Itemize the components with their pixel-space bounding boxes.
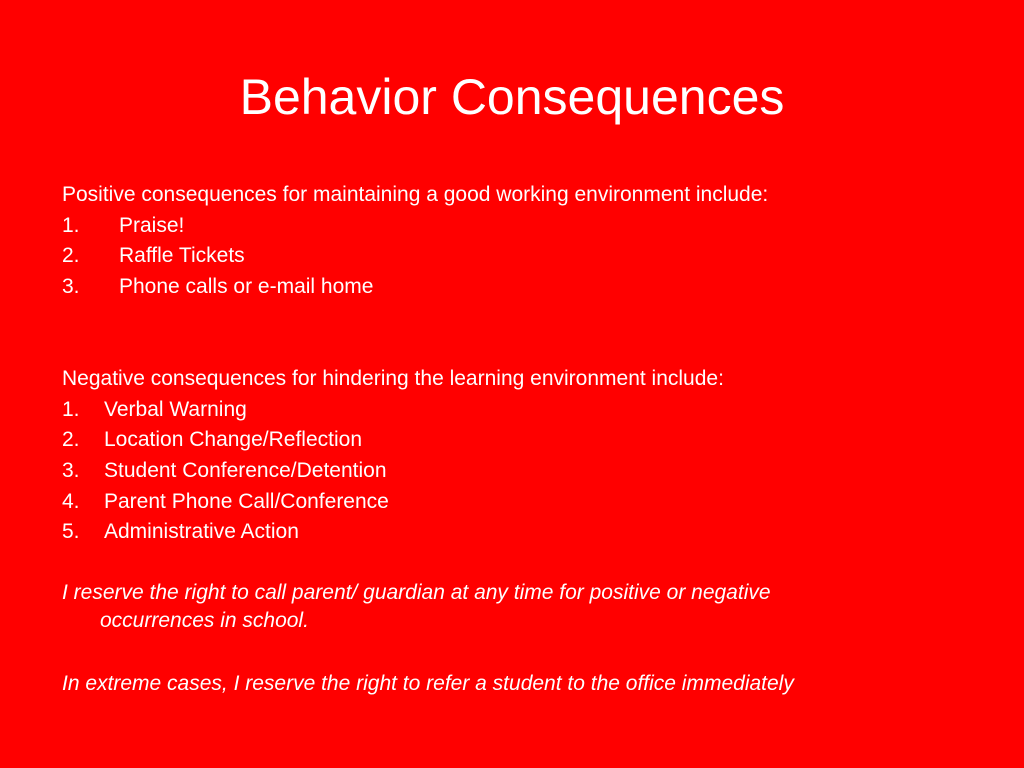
list-item bbox=[62, 487, 962, 518]
note-line-continued: occurrences in school. bbox=[100, 608, 309, 632]
negative-intro: Negative consequences for hindering the learning environment include: bbox=[62, 366, 724, 390]
parent-contact-note bbox=[62, 578, 962, 633]
list-item-number: 3. bbox=[62, 458, 80, 482]
list-item-text: Verbal Warning bbox=[104, 397, 247, 421]
positive-list bbox=[62, 211, 962, 303]
positive-intro: Positive consequences for maintaining a good working environment include: bbox=[62, 183, 769, 206]
spacer bbox=[62, 548, 962, 578]
list-item-number: 2. bbox=[62, 244, 80, 268]
list-item-number: 1. bbox=[62, 213, 80, 237]
slide-body bbox=[62, 180, 962, 699]
list-item-number: 3. bbox=[62, 275, 80, 299]
list-item bbox=[62, 241, 962, 272]
spacer bbox=[62, 303, 962, 364]
list-item bbox=[62, 395, 962, 426]
list-item bbox=[62, 425, 962, 456]
list-item-text: Administrative Action bbox=[104, 520, 299, 544]
list-item-text: Parent Phone Call/Conference bbox=[104, 489, 389, 513]
list-item-text: Location Change/Reflection bbox=[104, 428, 363, 452]
list-item-text: Student Conference/Detention bbox=[104, 458, 387, 482]
list-item bbox=[62, 517, 962, 548]
list-item bbox=[62, 456, 962, 487]
list-item-text: Praise! bbox=[119, 213, 185, 237]
office-referral-note: In extreme cases, I reserve the right to refer a student to the office immediately bbox=[62, 671, 794, 695]
note-line: I reserve the right to call parent/ guardian at any time for positive or negative bbox=[62, 581, 771, 605]
list-item-text: Phone calls or e-mail home bbox=[119, 275, 374, 299]
slide-title: Behavior Consequences bbox=[239, 69, 785, 125]
spacer bbox=[62, 633, 962, 669]
negative-list bbox=[62, 395, 962, 549]
list-item bbox=[62, 272, 962, 303]
list-item-number: 4. bbox=[62, 489, 80, 513]
list-item-text: Raffle Tickets bbox=[119, 244, 245, 268]
list-item-number: 2. bbox=[62, 428, 80, 452]
list-item bbox=[62, 211, 962, 242]
list-item-number: 5. bbox=[62, 520, 80, 544]
list-item-number: 1. bbox=[62, 397, 80, 421]
